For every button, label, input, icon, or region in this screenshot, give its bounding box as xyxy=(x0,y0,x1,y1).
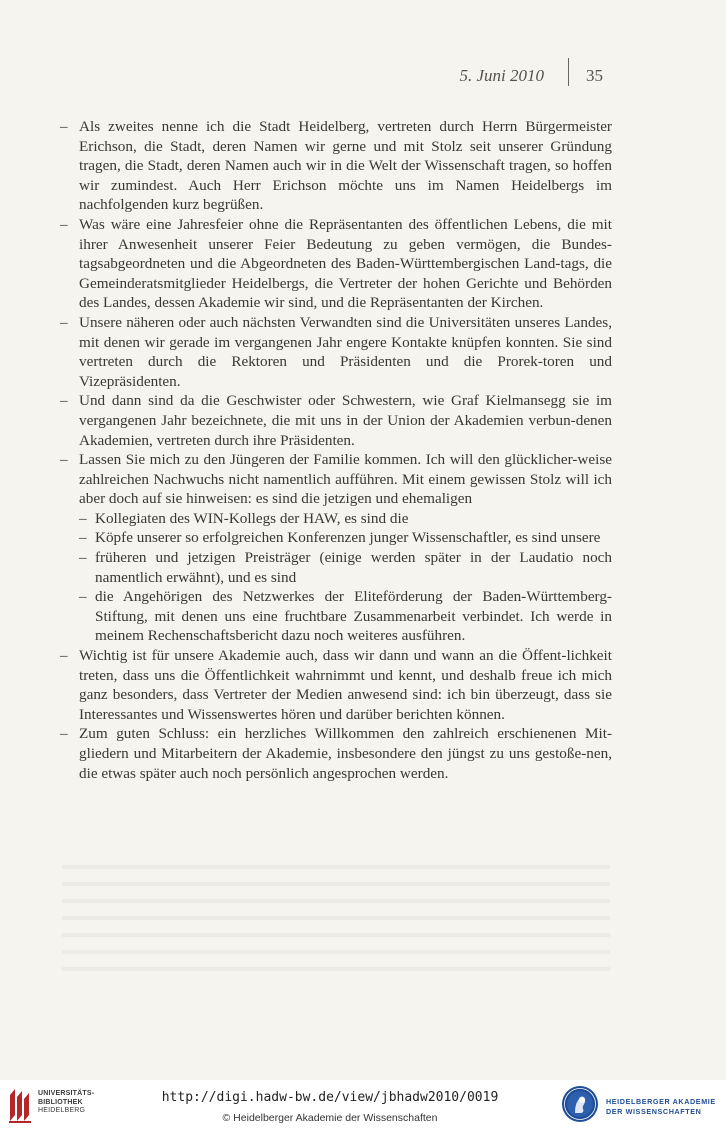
library-name-line: UNIVERSITÄTS- xyxy=(38,1090,95,1097)
sublist-item xyxy=(79,587,612,646)
academy-seal-icon xyxy=(561,1085,599,1123)
academy-name xyxy=(606,1097,716,1117)
list-dash: – xyxy=(60,647,68,665)
copyright-notice: © Heidelberger Akademie der Wissenschaften xyxy=(222,1112,438,1124)
list-item-text: Was wäre eine Jahresfeier ohne die Repräsentanten des öffentlichen Lebens, die mit ihrer Anwesenheit unserer Feier Bedeutung zu geben vermögen, die Bundes-tagsabgeordneten und die Abgeordneten des Baden-Württembergischen Land-tags, die Gemeinderatsmitglieder Heidelbergs, die Vertreter der hohen Gerichte und Behörden des Landes, dessen Akademie wir sind, und die Repräsentanten der Kirchen. xyxy=(79,215,612,312)
list-item-text: Wichtig ist für unsere Akademie auch, dass wir dann und wann an die Öffent-lichkeit treten, dass uns die Öffentlichkeit wahrnimmt und kennt, und deshalb freue ich mich ganz besonders, dass Vertreter der Medien anwesend sind: ich bin überzeugt, dass sie Interessantes und Wissenswertes hören und darüber berichten können. xyxy=(79,647,612,723)
sublist-item xyxy=(79,509,612,529)
list-item-text: Lassen Sie mich zu den Jüngeren der Familie kommen. Ich will den glücklicher-weise zahlreichen Nachwuchs nicht namentlich aufführen. Mit einem gewissen Stolz will ich aber doch auf sie hinweisen: es sind die jetzigen und ehemaligen xyxy=(79,451,612,508)
list-item xyxy=(60,724,612,783)
list-item xyxy=(60,313,612,391)
list-item-text: Und dann sind da die Geschwister oder Schwestern, wie Graf Kielmansegg sie im vergangenen Jahr bezeichnete, die mit uns in der Union der Akademien verbun-denen Akademien, vertreten durch ihre Präsidenten. xyxy=(79,392,612,449)
list-item xyxy=(60,646,612,724)
library-name-line: BIBLIOTHEK xyxy=(38,1098,83,1106)
running-head: 5. Juni 2010 xyxy=(459,66,544,85)
sublist-item-text: früheren und jetzigen Preisträger (einige werden später in der Laudatio noch namentlich erwähnt), und es sind xyxy=(95,549,612,586)
reverse-page-bleed-through xyxy=(62,852,610,972)
page-number: 35 xyxy=(586,66,603,85)
list-dash: – xyxy=(60,215,68,233)
list-dash: – xyxy=(60,313,68,331)
list-item-text: Als zweites nenne ich die Stadt Heidelberg, vertreten durch Herrn Bürgermeister Erichson, die Stadt, deren Namen wir gerne und mit Stolz seit unserer Gründung tragen, die Stadt, deren Namen auch wir in die Welt der Wissenschaft tragen, so hoffen wir zumindest. Auch Herr Erichson möchte uns im Namen Heidelbergs im nachfolgenden kurz begrüßen. xyxy=(79,118,612,214)
sublist-dash: – xyxy=(79,509,87,527)
sublist-dash: – xyxy=(79,549,87,567)
library-name xyxy=(38,1090,94,1116)
library-logo-icon xyxy=(6,1085,34,1125)
list-dash: – xyxy=(60,725,68,743)
list-item xyxy=(60,117,612,215)
sublist xyxy=(79,509,612,646)
list-item xyxy=(60,391,612,450)
list-item-text: Unsere näheren oder auch nächsten Verwandten sind die Universitäten unseres Landes, mit denen wir gerade im vergangenen Jahr engere Kontakte knüpfen konnten. Sie sind vertreten durch die Rektoren und Präsidenten und die Prorek-toren und Vizepräsidenten. xyxy=(79,313,612,390)
academy-name-line: HEIDELBERGER AKADEMIE xyxy=(606,1097,716,1106)
sublist-item-text: die Angehörigen des Netzwerkes der Eliteförderung der Baden-Württemberg-Stiftung, mit denen uns eine fruchtbare Zusammenarbeit verbindet. Ich werde in meinem Rechenschaftsbericht dazu noch weiteres ausführen. xyxy=(95,588,612,645)
sublist-item-text: Köpfe unserer so erfolgreichen Konferenzen junger Wissenschaftler, es sind unsere xyxy=(95,529,601,547)
list-dash: – xyxy=(60,392,68,410)
list-item-with-sublist xyxy=(60,450,612,646)
list-dash: – xyxy=(60,118,68,135)
list-item xyxy=(60,215,612,313)
sublist-item xyxy=(79,528,612,548)
permalink-url[interactable]: http://digi.hadw-bw.de/view/jbhadw2010/0019 xyxy=(161,1090,499,1105)
list-dash: – xyxy=(60,451,68,469)
body-text xyxy=(60,117,612,783)
library-name-line: HEIDELBERG xyxy=(38,1107,86,1114)
header-divider xyxy=(568,58,569,86)
academy-name-line: DER WISSENSCHAFTEN xyxy=(606,1107,702,1116)
sublist-item xyxy=(79,548,612,587)
sublist-item-text: Kollegiaten des WIN-Kollegs der HAW, es sind die xyxy=(95,509,409,527)
sublist-dash: – xyxy=(79,529,87,547)
list-item-text: Zum guten Schluss: ein herzliches Willkommen den zahlreich erschienenen Mit-gliedern und Mitarbeitern der Akademie, insbesondere den jüngst zu uns gestoße-nen, die etwas später auch noch persönlich angesprochen werden. xyxy=(79,725,612,782)
sublist-dash: – xyxy=(79,588,87,606)
